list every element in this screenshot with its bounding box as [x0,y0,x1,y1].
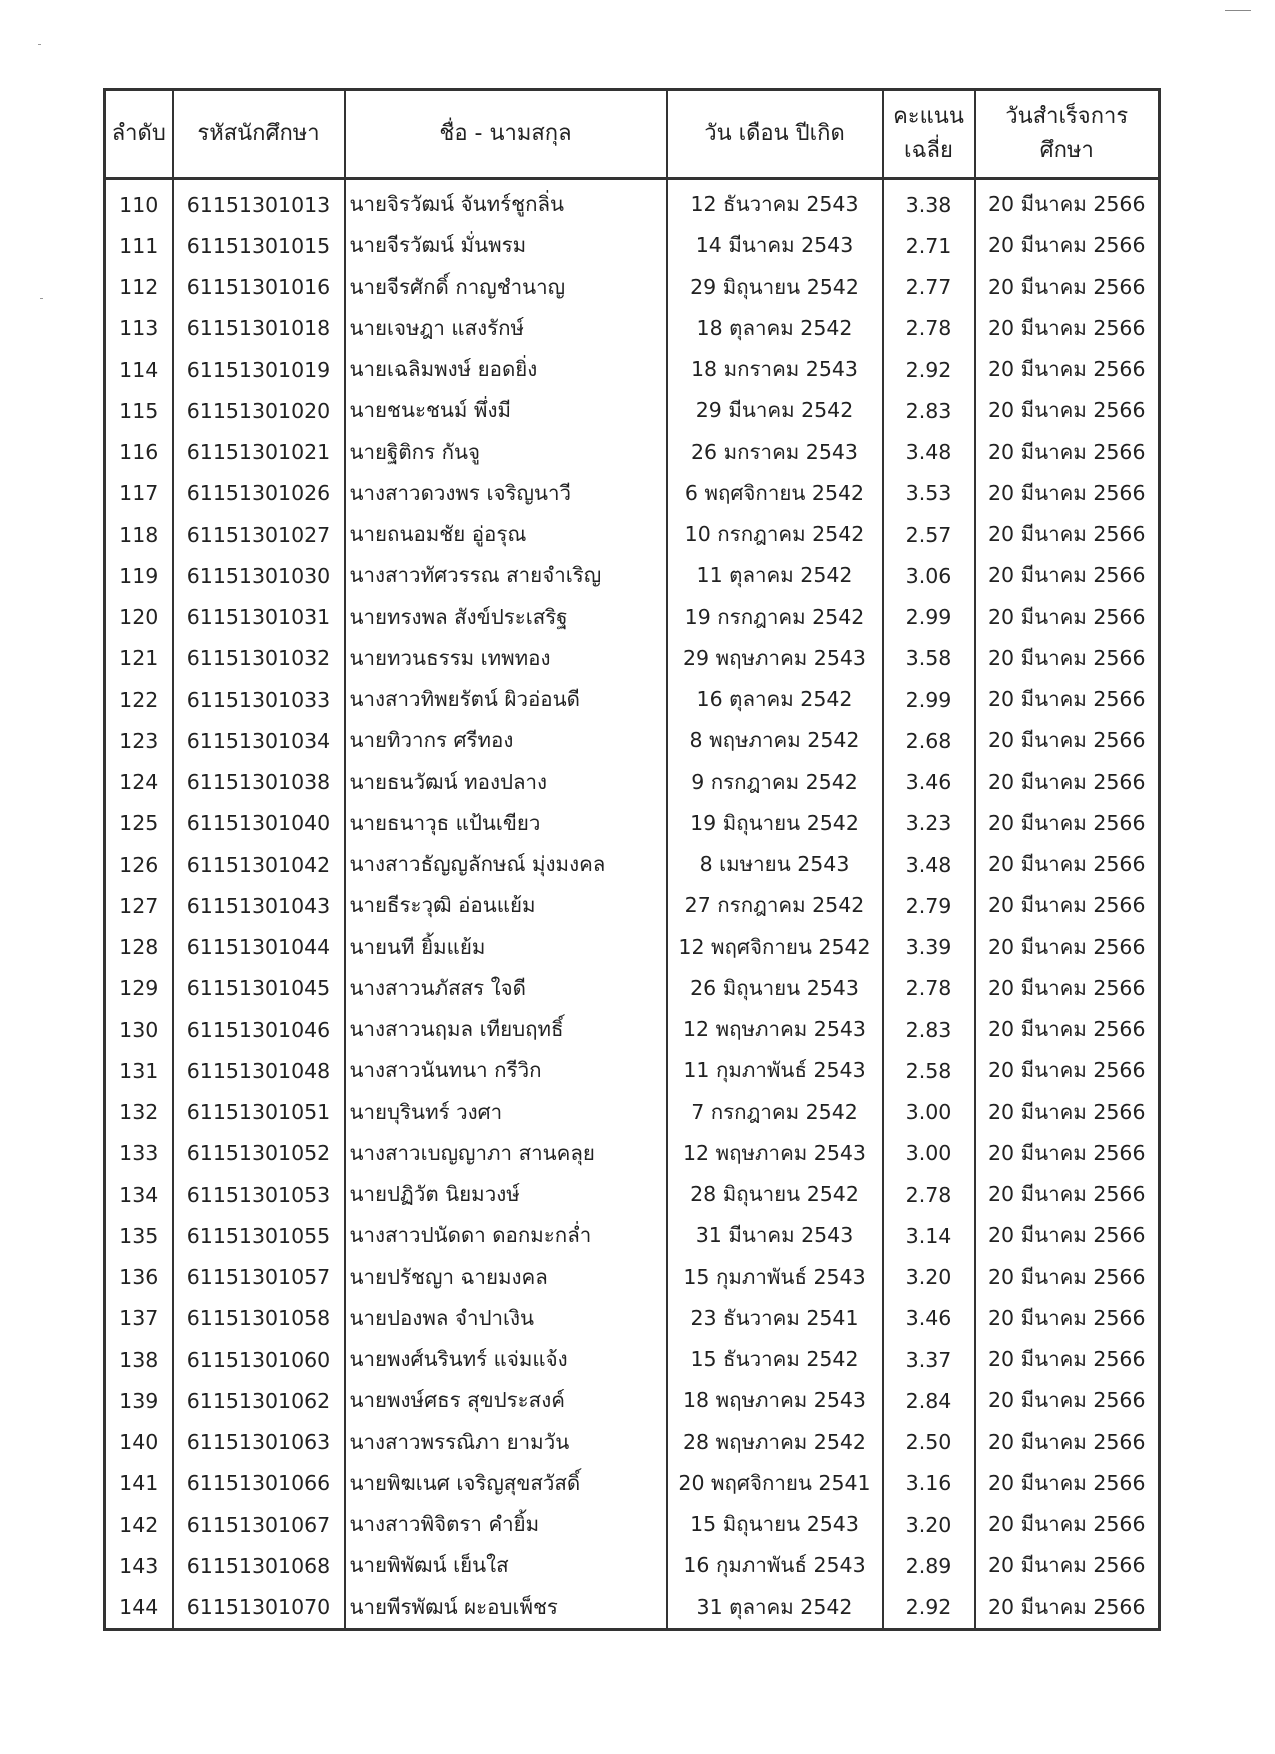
cell-student-id: 61151301046 [173,1009,345,1050]
cell-student-id: 61151301044 [173,927,345,968]
table-row [105,1174,1160,1215]
header-gpa-line2: เฉลี่ย [904,138,953,163]
cell-grad-date: 20 มีนาคม 2566 [975,679,1160,720]
cell-no: 114 [105,349,173,390]
cell-grad-date: 20 มีนาคม 2566 [975,1380,1160,1421]
cell-dob: 29 มิถุนายน 2542 [667,267,883,308]
cell-name: นายธนาวุธ แป้นเขียว [345,803,667,844]
cell-name: นายจีรศักดิ์ กาญชำนาญ [345,267,667,308]
cell-gpa: 2.78 [883,968,975,1009]
cell-no: 112 [105,267,173,308]
cell-no: 133 [105,1133,173,1174]
cell-no: 115 [105,390,173,431]
scan-speck [40,298,43,299]
table-row [105,1257,1160,1298]
cell-dob: 29 มีนาคม 2542 [667,390,883,431]
cell-dob: 28 มิถุนายน 2542 [667,1174,883,1215]
cell-name: นางสาวเบญญาภา สานคลุย [345,1133,667,1174]
cell-gpa: 3.37 [883,1339,975,1380]
table-row [105,1380,1160,1421]
table-row [105,432,1160,473]
cell-name: นายพิพัฒน์ เย็นใส [345,1545,667,1586]
cell-student-id: 61151301013 [173,179,345,226]
cell-grad-date: 20 มีนาคม 2566 [975,803,1160,844]
cell-no: 134 [105,1174,173,1215]
cell-student-id: 61151301031 [173,597,345,638]
cell-dob: 12 พฤษภาคม 2543 [667,1009,883,1050]
cell-dob: 19 กรกฎาคม 2542 [667,597,883,638]
cell-no: 120 [105,597,173,638]
table-row [105,1092,1160,1133]
cell-dob: 31 ตุลาคม 2542 [667,1587,883,1630]
cell-gpa: 3.48 [883,844,975,885]
cell-no: 138 [105,1339,173,1380]
cell-gpa: 2.58 [883,1050,975,1091]
table-row [105,1133,1160,1174]
cell-grad-date: 20 มีนาคม 2566 [975,349,1160,390]
cell-name: นายพีรพัฒน์ ผะอบเพ็ชร [345,1587,667,1630]
cell-grad-date: 20 มีนาคม 2566 [975,1545,1160,1586]
cell-dob: 31 มีนาคม 2543 [667,1215,883,1256]
cell-gpa: 2.84 [883,1380,975,1421]
cell-grad-date: 20 มีนาคม 2566 [975,927,1160,968]
cell-grad-date: 20 มีนาคม 2566 [975,720,1160,761]
cell-name: นายทิวากร ศรีทอง [345,720,667,761]
cell-name: นายทรงพล สังข์ประเสริฐ [345,597,667,638]
cell-student-id: 61151301063 [173,1422,345,1463]
cell-grad-date: 20 มีนาคม 2566 [975,844,1160,885]
cell-student-id: 61151301057 [173,1257,345,1298]
cell-name: นายปฏิวัต นิยมวงษ์ [345,1174,667,1215]
cell-no: 137 [105,1298,173,1339]
cell-gpa: 2.99 [883,597,975,638]
table-row [105,679,1160,720]
cell-dob: 12 พฤษภาคม 2543 [667,1133,883,1174]
cell-no: 136 [105,1257,173,1298]
cell-no: 142 [105,1504,173,1545]
cell-dob: 7 กรกฎาคม 2542 [667,1092,883,1133]
cell-name: นางสาวปนัดดา ดอกมะกล่ำ [345,1215,667,1256]
cell-student-id: 61151301020 [173,390,345,431]
cell-grad-date: 20 มีนาคม 2566 [975,1422,1160,1463]
cell-name: นายปรัชญา ฉายมงคล [345,1257,667,1298]
cell-dob: 8 เมษายน 2543 [667,844,883,885]
cell-student-id: 61151301055 [173,1215,345,1256]
cell-name: นายพงษ์ศธร สุขประสงค์ [345,1380,667,1421]
cell-dob: 8 พฤษภาคม 2542 [667,720,883,761]
cell-gpa: 2.83 [883,1009,975,1050]
table-row [105,1463,1160,1504]
cell-name: นายนที ยิ้มแย้ม [345,927,667,968]
cell-dob: 10 กรกฎาคม 2542 [667,514,883,555]
cell-no: 130 [105,1009,173,1050]
cell-no: 121 [105,638,173,679]
cell-student-id: 61151301038 [173,762,345,803]
cell-dob: 12 พฤศจิกายน 2542 [667,927,883,968]
cell-gpa: 3.53 [883,473,975,514]
cell-no: 118 [105,514,173,555]
cell-grad-date: 20 มีนาคม 2566 [975,1339,1160,1380]
cell-student-id: 61151301070 [173,1587,345,1630]
cell-name: นายพิฆเนศ เจริญสุขสวัสดิ์ [345,1463,667,1504]
cell-dob: 29 พฤษภาคม 2543 [667,638,883,679]
cell-dob: 18 ตุลาคม 2542 [667,308,883,349]
cell-dob: 15 กุมภาพันธ์ 2543 [667,1257,883,1298]
cell-grad-date: 20 มีนาคม 2566 [975,390,1160,431]
header-grad-date: วันสำเร็จการศึกษา [975,90,1160,179]
cell-dob: 15 ธันวาคม 2542 [667,1339,883,1380]
cell-student-id: 61151301026 [173,473,345,514]
table-row [105,1009,1160,1050]
cell-grad-date: 20 มีนาคม 2566 [975,514,1160,555]
cell-no: 119 [105,555,173,596]
table-row [105,803,1160,844]
cell-student-id: 61151301066 [173,1463,345,1504]
table-row [105,1215,1160,1256]
cell-name: นายบุรินทร์ วงศา [345,1092,667,1133]
cell-dob: 6 พฤศจิกายน 2542 [667,473,883,514]
cell-grad-date: 20 มีนาคม 2566 [975,432,1160,473]
cell-gpa: 3.20 [883,1504,975,1545]
cell-grad-date: 20 มีนาคม 2566 [975,1504,1160,1545]
cell-no: 126 [105,844,173,885]
table-row [105,638,1160,679]
cell-gpa: 3.38 [883,179,975,226]
cell-gpa: 2.68 [883,720,975,761]
cell-grad-date: 20 มีนาคม 2566 [975,179,1160,226]
cell-gpa: 2.77 [883,267,975,308]
cell-name: นายเฉลิมพงษ์ ยอดยิ่ง [345,349,667,390]
cell-student-id: 61151301027 [173,514,345,555]
cell-name: นางสาวพิจิตรา คำยิ้ม [345,1504,667,1545]
table-row [105,968,1160,1009]
cell-gpa: 2.89 [883,1545,975,1586]
cell-gpa: 2.78 [883,308,975,349]
cell-gpa: 3.06 [883,555,975,596]
table-row [105,308,1160,349]
cell-no: 135 [105,1215,173,1256]
cell-dob: 12 ธันวาคม 2543 [667,179,883,226]
cell-student-id: 61151301042 [173,844,345,885]
cell-name: นายจีรวัฒน์ มั่นพรม [345,225,667,266]
table-row [105,179,1160,226]
cell-dob: 26 มกราคม 2543 [667,432,883,473]
table-row [105,1422,1160,1463]
cell-no: 124 [105,762,173,803]
cell-name: นายจิรวัฒน์ จันทร์ชูกลิ่น [345,179,667,226]
cell-dob: 11 ตุลาคม 2542 [667,555,883,596]
cell-name: นายชนะชนม์ พึ่งมี [345,390,667,431]
cell-student-id: 61151301051 [173,1092,345,1133]
cell-name: นายพงศ์นรินทร์ แจ่มแจ้ง [345,1339,667,1380]
table-row [105,555,1160,596]
cell-dob: 18 มกราคม 2543 [667,349,883,390]
cell-student-id: 61151301062 [173,1380,345,1421]
graduates-table [103,88,1161,1631]
scan-speck [38,44,41,45]
cell-no: 116 [105,432,173,473]
cell-dob: 19 มิถุนายน 2542 [667,803,883,844]
cell-grad-date: 20 มีนาคม 2566 [975,1298,1160,1339]
cell-no: 139 [105,1380,173,1421]
cell-student-id: 61151301053 [173,1174,345,1215]
cell-no: 131 [105,1050,173,1091]
cell-dob: 11 กุมภาพันธ์ 2543 [667,1050,883,1091]
cell-dob: 27 กรกฎาคม 2542 [667,885,883,926]
cell-name: นางสาวนันทนา กรีวิก [345,1050,667,1091]
cell-student-id: 61151301030 [173,555,345,596]
cell-grad-date: 20 มีนาคม 2566 [975,885,1160,926]
cell-grad-date: 20 มีนาคม 2566 [975,473,1160,514]
table-row [105,762,1160,803]
cell-name: นางสาวทิพยรัตน์ ผิวอ่อนดี [345,679,667,720]
page-corner-mark [1225,10,1251,11]
cell-dob: 18 พฤษภาคม 2543 [667,1380,883,1421]
cell-no: 128 [105,927,173,968]
cell-grad-date: 20 มีนาคม 2566 [975,1092,1160,1133]
cell-dob: 14 มีนาคม 2543 [667,225,883,266]
cell-gpa: 3.16 [883,1463,975,1504]
cell-student-id: 61151301045 [173,968,345,1009]
header-row [105,90,1160,179]
table-row [105,514,1160,555]
cell-student-id: 61151301060 [173,1339,345,1380]
cell-no: 129 [105,968,173,1009]
cell-grad-date: 20 มีนาคม 2566 [975,1257,1160,1298]
cell-student-id: 61151301033 [173,679,345,720]
cell-name: นางสาวนฤมล เทียบฤทธิ์ [345,1009,667,1050]
cell-gpa: 2.57 [883,514,975,555]
cell-gpa: 3.20 [883,1257,975,1298]
cell-grad-date: 20 มีนาคม 2566 [975,762,1160,803]
cell-dob: 26 มิถุนายน 2543 [667,968,883,1009]
table-row [105,349,1160,390]
cell-grad-date: 20 มีนาคม 2566 [975,968,1160,1009]
cell-no: 127 [105,885,173,926]
cell-gpa: 3.48 [883,432,975,473]
table-body [105,179,1160,1630]
cell-grad-date: 20 มีนาคม 2566 [975,597,1160,638]
cell-gpa: 2.79 [883,885,975,926]
header-gpa [883,90,975,179]
cell-name: นายฐิติกร กันจู [345,432,667,473]
cell-no: 144 [105,1587,173,1630]
table-row [105,927,1160,968]
cell-grad-date: 20 มีนาคม 2566 [975,225,1160,266]
cell-student-id: 61151301067 [173,1504,345,1545]
cell-no: 132 [105,1092,173,1133]
cell-student-id: 61151301043 [173,885,345,926]
cell-no: 141 [105,1463,173,1504]
table-row [105,390,1160,431]
cell-no: 140 [105,1422,173,1463]
cell-name: นายธนวัฒน์ ทองปลาง [345,762,667,803]
cell-name: นายเจษฎา แสงรักษ์ [345,308,667,349]
table-row [105,267,1160,308]
cell-no: 123 [105,720,173,761]
cell-gpa: 3.00 [883,1092,975,1133]
cell-student-id: 61151301015 [173,225,345,266]
cell-name: นายปองพล จำปาเงิน [345,1298,667,1339]
cell-grad-date: 20 มีนาคม 2566 [975,308,1160,349]
cell-gpa: 2.99 [883,679,975,720]
cell-dob: 20 พฤศจิกายน 2541 [667,1463,883,1504]
cell-gpa: 3.46 [883,762,975,803]
cell-grad-date: 20 มีนาคม 2566 [975,1133,1160,1174]
cell-student-id: 61151301048 [173,1050,345,1091]
cell-gpa: 2.78 [883,1174,975,1215]
cell-no: 113 [105,308,173,349]
cell-name: นายถนอมชัย อู่อรุณ [345,514,667,555]
table-row [105,1587,1160,1630]
cell-name: นางสาวธัญญลักษณ์ มุ่งมงคล [345,844,667,885]
cell-grad-date: 20 มีนาคม 2566 [975,267,1160,308]
header-gpa-line1: คะแนน [893,104,964,129]
table-row [105,844,1160,885]
cell-student-id: 61151301040 [173,803,345,844]
cell-student-id: 61151301052 [173,1133,345,1174]
cell-gpa: 3.58 [883,638,975,679]
cell-gpa: 2.83 [883,390,975,431]
header-no: ลำดับ [105,90,173,179]
cell-name: นางสาวพรรณิภา ยามวัน [345,1422,667,1463]
header-dob: วัน เดือน ปีเกิด [667,90,883,179]
cell-gpa: 3.23 [883,803,975,844]
cell-dob: 16 กุมภาพันธ์ 2543 [667,1545,883,1586]
cell-gpa: 3.00 [883,1133,975,1174]
cell-no: 143 [105,1545,173,1586]
cell-name: นางสาวดวงพร เจริญนาวี [345,473,667,514]
table-row [105,473,1160,514]
cell-dob: 9 กรกฎาคม 2542 [667,762,883,803]
cell-student-id: 61151301034 [173,720,345,761]
cell-gpa: 3.14 [883,1215,975,1256]
cell-no: 110 [105,179,173,226]
header-name: ชื่อ - นามสกุล [345,90,667,179]
table-row [105,225,1160,266]
cell-no: 111 [105,225,173,266]
cell-gpa: 2.50 [883,1422,975,1463]
table-row [105,720,1160,761]
cell-dob: 23 ธันวาคม 2541 [667,1298,883,1339]
cell-gpa: 3.46 [883,1298,975,1339]
cell-gpa: 3.39 [883,927,975,968]
table-header [105,90,1160,179]
cell-grad-date: 20 มีนาคม 2566 [975,1174,1160,1215]
cell-grad-date: 20 มีนาคม 2566 [975,1587,1160,1630]
cell-gpa: 2.71 [883,225,975,266]
cell-student-id: 61151301058 [173,1298,345,1339]
cell-student-id: 61151301021 [173,432,345,473]
cell-student-id: 61151301019 [173,349,345,390]
cell-student-id: 61151301068 [173,1545,345,1586]
cell-name: นางสาวทัศวรรณ สายจำเริญ [345,555,667,596]
cell-gpa: 2.92 [883,349,975,390]
table-row [105,1545,1160,1586]
cell-grad-date: 20 มีนาคม 2566 [975,1215,1160,1256]
table-row [105,885,1160,926]
table-row [105,1298,1160,1339]
cell-grad-date: 20 มีนาคม 2566 [975,1009,1160,1050]
cell-student-id: 61151301032 [173,638,345,679]
cell-gpa: 2.92 [883,1587,975,1630]
cell-grad-date: 20 มีนาคม 2566 [975,1463,1160,1504]
header-student-id: รหัสนักศึกษา [173,90,345,179]
cell-no: 125 [105,803,173,844]
cell-student-id: 61151301018 [173,308,345,349]
cell-dob: 15 มิถุนายน 2543 [667,1504,883,1545]
cell-dob: 16 ตุลาคม 2542 [667,679,883,720]
cell-name: นายธีระวุฒิ อ่อนแย้ม [345,885,667,926]
table-row [105,1050,1160,1091]
table-row [105,1339,1160,1380]
table-row [105,1504,1160,1545]
cell-name: นางสาวนภัสสร ใจดี [345,968,667,1009]
cell-grad-date: 20 มีนาคม 2566 [975,555,1160,596]
cell-no: 117 [105,473,173,514]
cell-student-id: 61151301016 [173,267,345,308]
cell-grad-date: 20 มีนาคม 2566 [975,1050,1160,1091]
cell-name: นายทวนธรรม เทพทอง [345,638,667,679]
cell-dob: 28 พฤษภาคม 2542 [667,1422,883,1463]
cell-grad-date: 20 มีนาคม 2566 [975,638,1160,679]
table-row [105,597,1160,638]
cell-no: 122 [105,679,173,720]
